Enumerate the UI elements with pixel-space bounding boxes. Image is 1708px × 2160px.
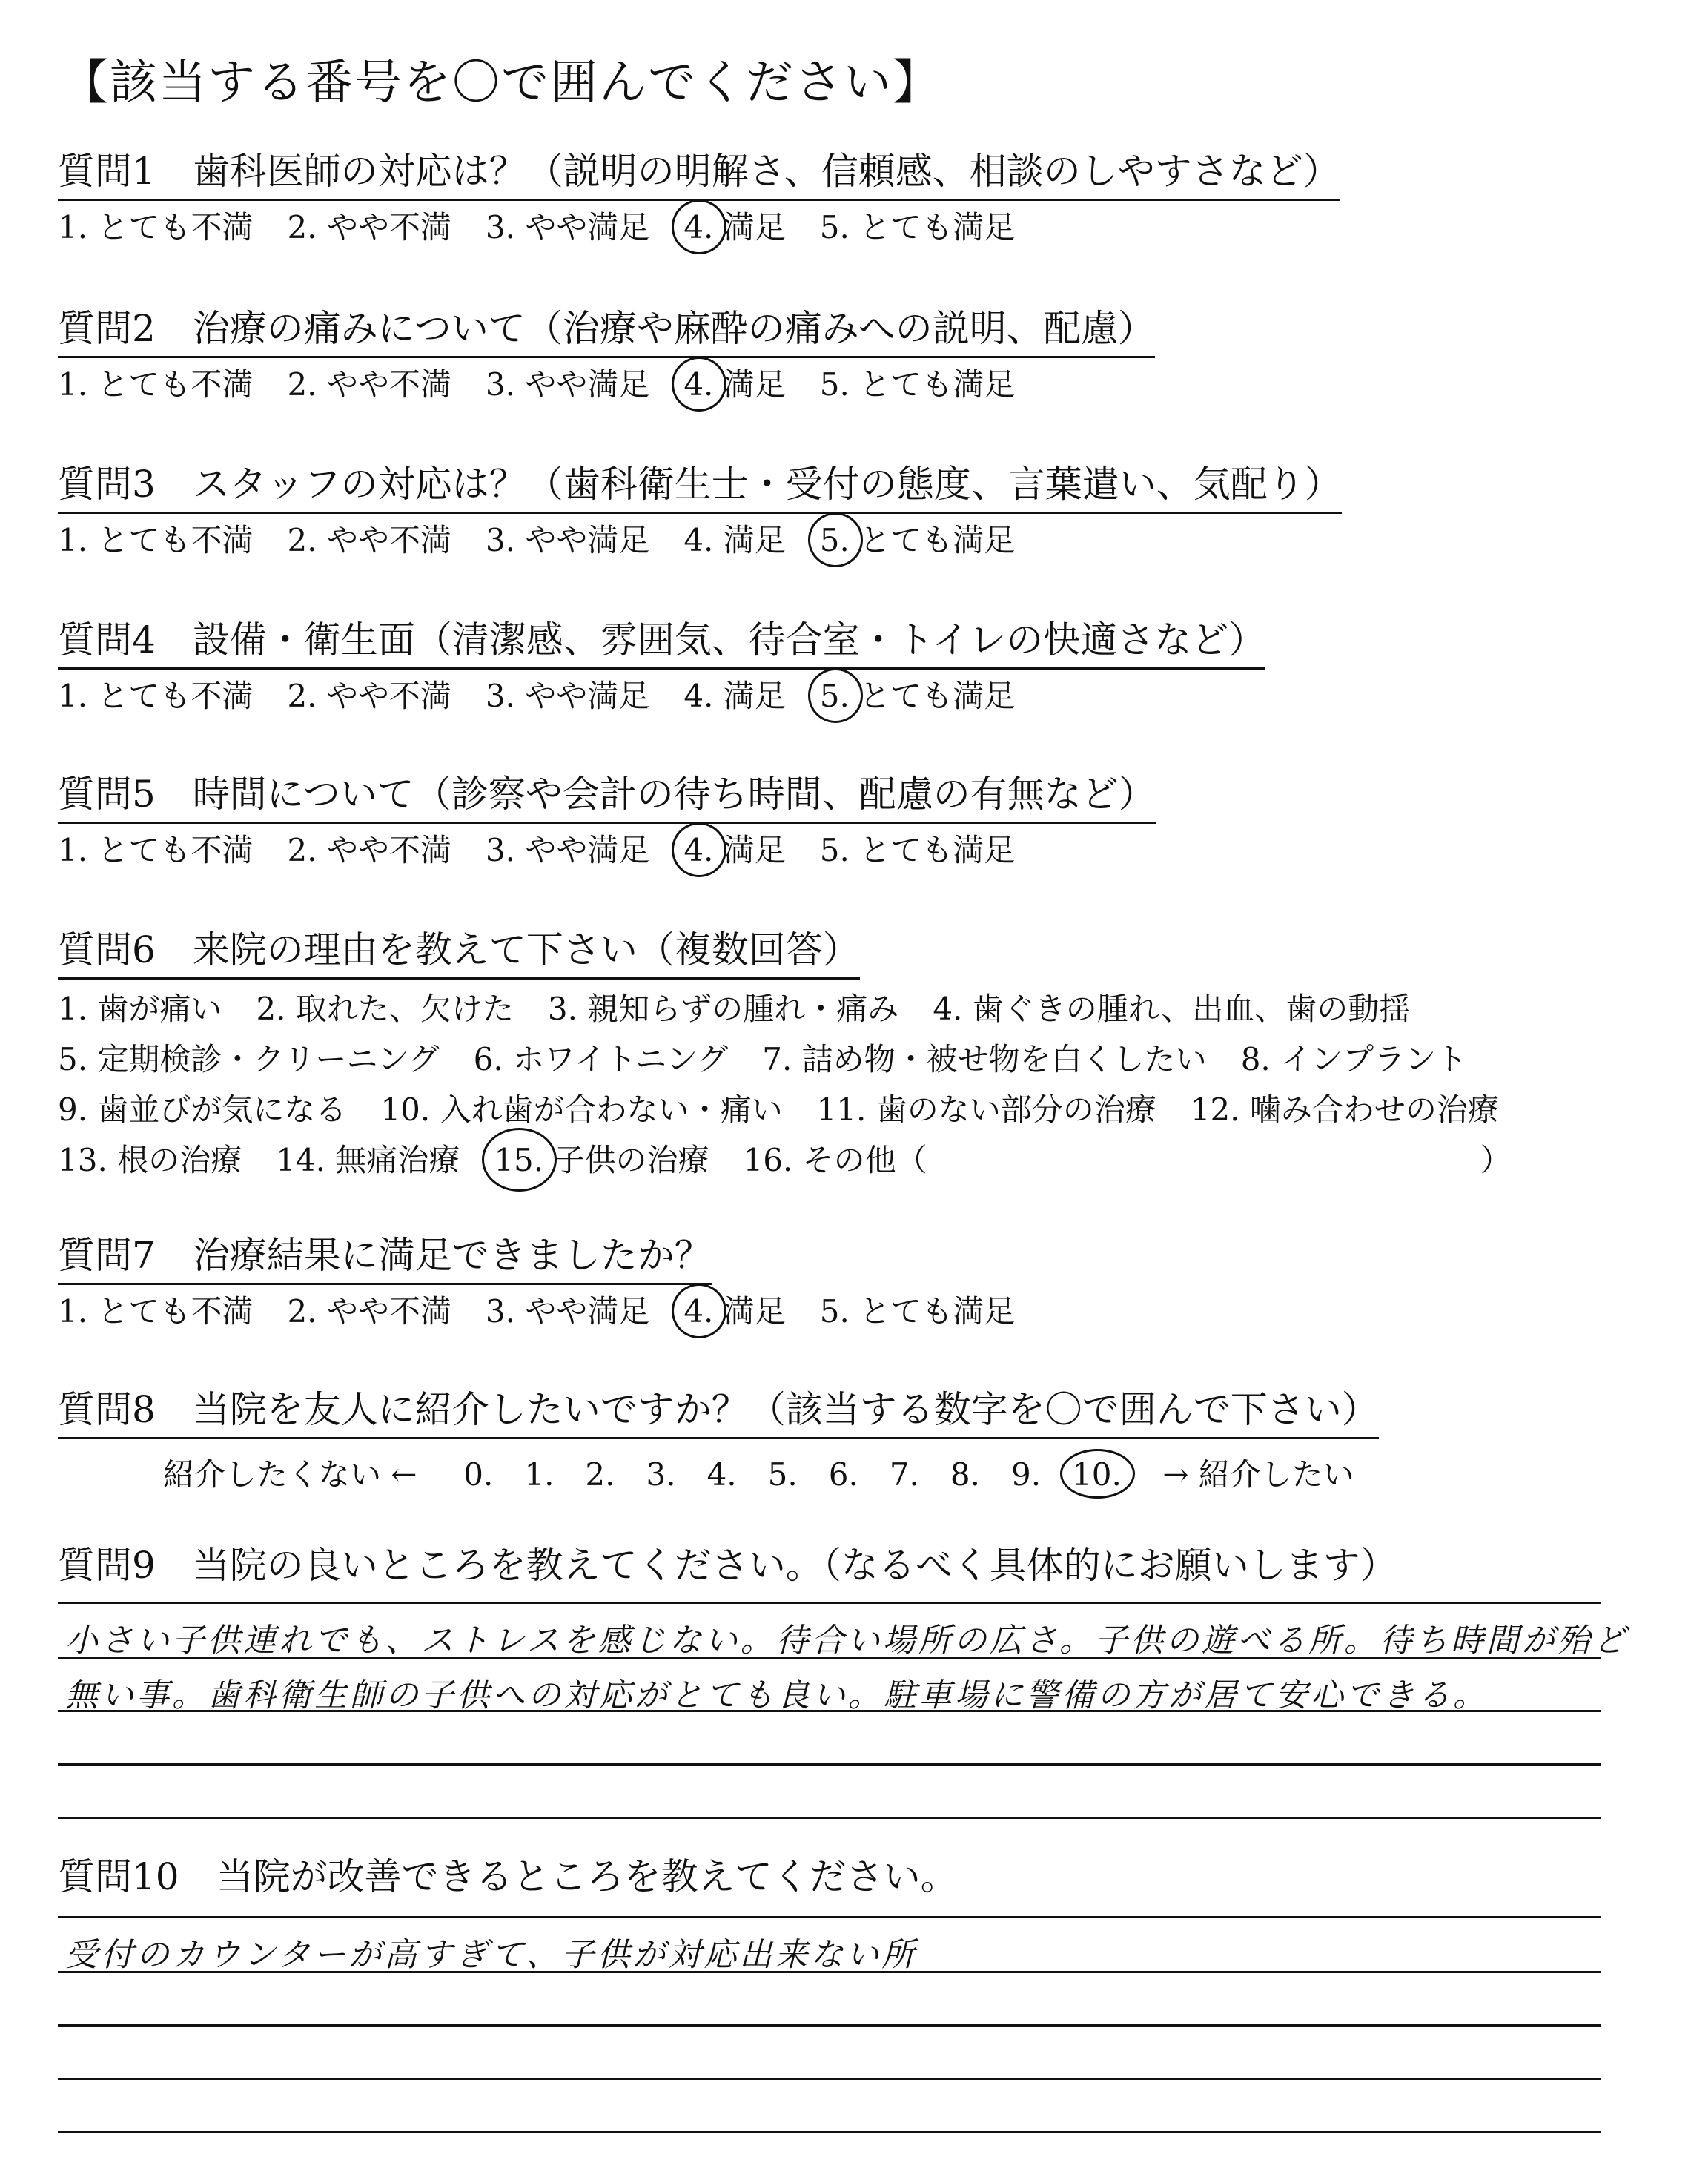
question-10-heading (58, 1854, 958, 1900)
option-5-selected[interactable]: 5. とても満足 (820, 520, 1015, 561)
reason-option-other[interactable]: 16. その他（ (743, 1142, 927, 1178)
question-6-heading (58, 927, 860, 980)
scale-right-label: → 紹介したい (1162, 1456, 1354, 1493)
scale-9[interactable]: 9. (1010, 1456, 1042, 1493)
question-6-options (58, 984, 1546, 1186)
option-5[interactable]: 5. とても満足 (819, 832, 1016, 868)
question-9-answer-line-2: 無い事。歯科衛生師の子供への対応がとても良い。駐車場に警備の方が居て安心できる。 (65, 1677, 1489, 1714)
selection-circle (672, 1284, 726, 1338)
option-1[interactable]: 1. とても不満 (58, 832, 254, 868)
question-4 (58, 617, 1265, 717)
question-9 (58, 1542, 1397, 1588)
option-2[interactable]: 2. やや不満 (287, 678, 451, 714)
question-8 (58, 1387, 1379, 1439)
question-9-heading (58, 1542, 1397, 1588)
question-6-row-4 (58, 1135, 1546, 1186)
question-10-label: 質問10 (58, 1855, 179, 1898)
option-4-selected[interactable]: 4. 満足 (683, 1291, 785, 1332)
reason-option-selected[interactable]: 15. 子供の治療 (494, 1135, 709, 1186)
question-6-row-3 (58, 1085, 1546, 1135)
question-5-heading (58, 771, 1156, 824)
question-9-text: 当院の良いところを教えてください。（なるべく具体的にお願いします） (192, 1544, 1397, 1587)
question-5 (58, 771, 1156, 871)
option-1[interactable]: 1. とても不満 (58, 678, 254, 714)
question-8-text: 当院を友人に紹介したいですか？（該当する数字を〇で囲んで下さい） (192, 1388, 1379, 1431)
question-3-text: スタッフの対応は？（歯科衛生士・受付の態度、言葉遣い、気配り） (192, 463, 1342, 506)
option-2[interactable]: 2. やや不満 (287, 1293, 451, 1330)
referral-scale (163, 1450, 1354, 1495)
question-9-label: 質問9 (58, 1544, 156, 1587)
reason-option[interactable]: 3. 親知らずの腫れ・痛み (547, 991, 899, 1027)
question-1-options (58, 207, 1340, 248)
selection-circle (672, 357, 726, 412)
reason-option[interactable]: 10. 入れ歯が合わない・痛い (380, 1091, 783, 1128)
reason-option[interactable]: 13. 根の治療 (58, 1142, 242, 1178)
option-1[interactable]: 1. とても不満 (58, 1293, 254, 1330)
question-1 (58, 148, 1340, 248)
selection-circle (808, 512, 863, 567)
selection-circle (808, 668, 863, 723)
question-4-heading (58, 617, 1265, 670)
writing-line (58, 1657, 1601, 1659)
question-4-options (58, 676, 1265, 717)
selection-circle (482, 1128, 557, 1192)
option-3[interactable]: 3. やや満足 (485, 366, 650, 403)
question-10-answer-area[interactable] (58, 1916, 1601, 2138)
option-3[interactable]: 3. やや満足 (485, 678, 650, 714)
question-10 (58, 1854, 958, 1900)
option-5-selected[interactable]: 5. とても満足 (820, 676, 1015, 717)
question-7 (58, 1232, 1015, 1332)
scale-left-label: 紹介したくない ← (163, 1456, 417, 1493)
option-3[interactable]: 3. やや満足 (485, 832, 650, 868)
option-2[interactable]: 2. やや不満 (287, 366, 451, 403)
option-4-selected[interactable]: 4. 満足 (683, 207, 785, 248)
writing-line (58, 1710, 1601, 1712)
question-3-options (58, 520, 1342, 561)
question-8-heading (58, 1387, 1379, 1439)
reason-option[interactable]: 12. 噛み合わせの治療 (1190, 1091, 1499, 1128)
scale-1[interactable]: 1. (524, 1456, 555, 1493)
option-1[interactable]: 1. とても不満 (58, 522, 254, 558)
reason-option[interactable]: 8. インプラント (1240, 1041, 1468, 1077)
reason-option[interactable]: 2. 取れた、欠けた (256, 991, 514, 1027)
question-6-label: 質問6 (58, 928, 156, 971)
question-5-label: 質問5 (58, 773, 156, 816)
reason-option[interactable]: 6. ホワイトニング (473, 1041, 729, 1077)
option-5[interactable]: 5. とても満足 (819, 1293, 1016, 1330)
option-2[interactable]: 2. やや不満 (287, 209, 451, 245)
question-10-text: 当院が改善できるところを教えてください。 (216, 1855, 958, 1898)
question-1-label: 質問1 (58, 150, 156, 193)
question-2-options (58, 364, 1155, 406)
page-title: 【該当する番号を〇で囲んでください】 (61, 56, 941, 110)
question-4-label: 質問4 (58, 618, 156, 661)
question-6-row-2 (58, 1034, 1546, 1085)
reason-option[interactable]: 9. 歯並びが気になる (58, 1091, 347, 1128)
writing-line (58, 1916, 1601, 1918)
option-3[interactable]: 3. やや満足 (485, 522, 650, 558)
reason-option[interactable]: 5. 定期検診・クリーニング (58, 1041, 440, 1077)
reason-option[interactable]: 11. 歯のない部分の治療 (816, 1091, 1156, 1128)
scale-5[interactable]: 5. (767, 1456, 798, 1493)
option-4-selected[interactable]: 4. 満足 (683, 830, 785, 871)
writing-line (58, 2024, 1601, 2027)
question-7-label: 質問7 (58, 1234, 156, 1277)
scale-0[interactable]: 0. (463, 1456, 494, 1493)
writing-line (58, 1602, 1601, 1604)
option-4[interactable]: 4. 満足 (683, 678, 786, 714)
selection-circle (1060, 1449, 1135, 1499)
question-5-text: 時間について（診察や会計の待ち時間、配慮の有無など） (192, 773, 1156, 816)
question-3-label: 質問3 (58, 463, 156, 506)
question-6-row-1 (58, 984, 1546, 1034)
question-8-label: 質問8 (58, 1388, 156, 1431)
question-6-text: 来院の理由を教えて下さい（複数回答） (192, 928, 860, 971)
option-3[interactable]: 3. やや満足 (485, 1293, 650, 1330)
reason-option[interactable]: 14. 無痛治療 (276, 1142, 460, 1178)
question-7-text: 治療結果に満足できましたか？ (192, 1234, 712, 1277)
scale-4[interactable]: 4. (706, 1456, 737, 1493)
question-1-text: 歯科医師の対応は？（説明の明解さ、信頼感、相談のしやすさなど） (192, 150, 1340, 193)
question-3 (58, 461, 1342, 561)
reason-option[interactable]: 4. 歯ぐきの腫れ、出血、歯の動揺 (933, 991, 1411, 1027)
question-7-options (58, 1291, 1015, 1332)
question-2-heading (58, 305, 1155, 358)
option-3[interactable]: 3. やや満足 (485, 209, 650, 245)
scale-2[interactable]: 2. (585, 1456, 615, 1493)
option-2[interactable]: 2. やや不満 (287, 522, 451, 558)
reason-option[interactable]: 7. 詰め物・被せ物を白くしたい (762, 1041, 1207, 1077)
question-2 (58, 305, 1155, 406)
writing-line (58, 1971, 1601, 1973)
option-1[interactable]: 1. とても不満 (58, 366, 254, 403)
writing-line (58, 1763, 1601, 1766)
question-3-heading (58, 461, 1342, 514)
writing-line (58, 2131, 1601, 2133)
option-1[interactable]: 1. とても不満 (58, 209, 254, 245)
question-4-text: 設備・衛生面（清潔感、雰囲気、待合室・トイレの快適さなど） (192, 618, 1266, 661)
writing-line (58, 2078, 1601, 2080)
option-4[interactable]: 4. 満足 (683, 522, 786, 558)
scale-6[interactable]: 6. (828, 1456, 858, 1493)
reason-option[interactable]: 1. 歯が痛い (58, 991, 222, 1027)
option-5[interactable]: 5. とても満足 (819, 209, 1016, 245)
selection-circle (672, 822, 726, 877)
option-4-selected[interactable]: 4. 満足 (683, 364, 785, 406)
question-2-label: 質問2 (58, 307, 156, 350)
question-1-heading (58, 148, 1340, 201)
writing-line (58, 1817, 1601, 1819)
scale-8[interactable]: 8. (950, 1456, 980, 1493)
selection-circle (672, 199, 726, 254)
scale-7[interactable]: 7. (889, 1456, 919, 1493)
question-6 (58, 927, 1546, 1186)
scale-3[interactable]: 3. (646, 1456, 676, 1493)
question-9-answer-line-1: 小さい子供連れでも、ストレスを感じない。待合い場所の広さ。子供の遊べる所。待ち時間が殆ど (65, 1622, 1629, 1659)
question-9-answer-area[interactable] (58, 1602, 1629, 1824)
scale-10-selected[interactable]: 10. (1072, 1456, 1122, 1493)
question-7-heading (58, 1232, 712, 1285)
other-close-paren: ） (1480, 1142, 1512, 1178)
question-10-answer-line-1: 受付のカウンターが高すぎて、子供が対応出来ない所 (65, 1936, 918, 1974)
option-2[interactable]: 2. やや不満 (287, 832, 451, 868)
question-2-text: 治療の痛みについて（治療や麻酔の痛みへの説明、配慮） (192, 307, 1155, 350)
option-5[interactable]: 5. とても満足 (819, 366, 1016, 403)
question-5-options (58, 830, 1156, 871)
